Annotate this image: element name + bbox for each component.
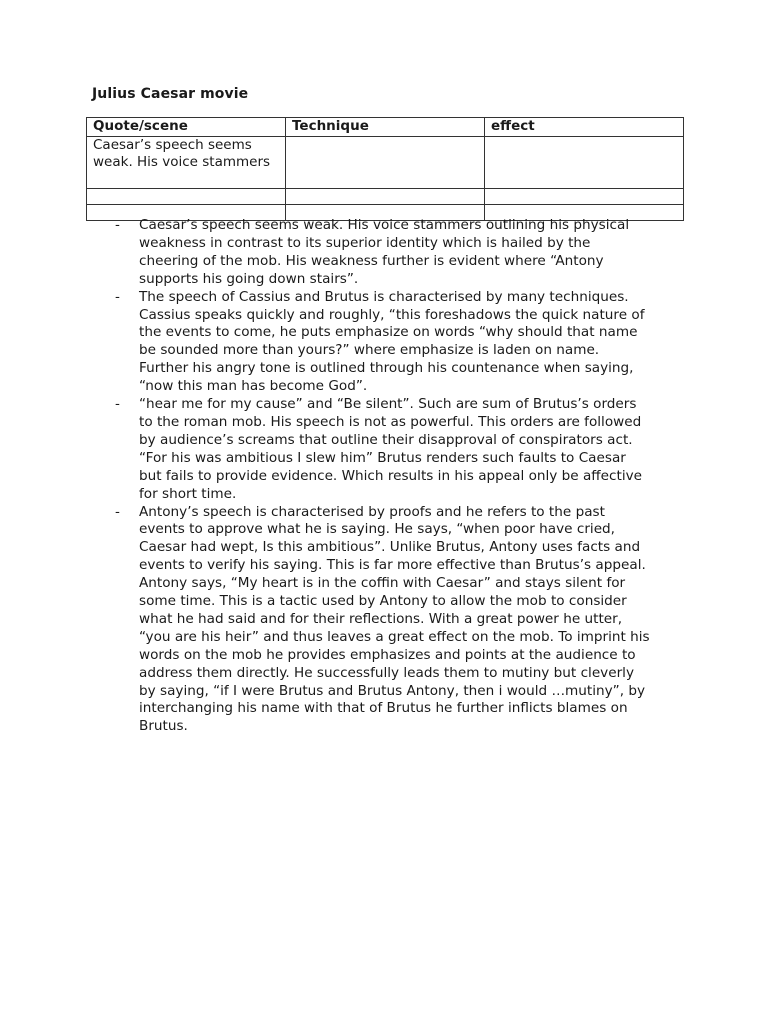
column-header-effect: effect — [485, 118, 684, 137]
table-cell — [485, 136, 684, 188]
list-item-text: Antony’s speech is characterised by proofs and he refers to the past events to approve what he is saying. He says, “when poor have cried, Caesar had wept, Is this ambitious”. Unlike Brutus, Antony uses facts and events to verify his saying. This is far more effective than Brutus’s appeal. Antony says, “My heart is in the coffin with Caesar” and stays silent for some time. This is a tactic used by Antony to allow the mob to consider what he had said and for their reflections. With a great power he utter, “you are his heir” and thus leaves a great effect on the mob. To imprint his words on the mob he provides emphasizes and points at the audience to address them directly. He successfully leads them to mutiny but cleverly by saying, “if I were Brutus and Brutus Antony, then i would …mutiny”, by interchanging his name with that of Brutus he further inflicts blames on Brutus. — [139, 503, 650, 735]
column-header-quote-scene: Quote/scene — [87, 118, 286, 137]
list-item — [115, 396, 679, 503]
analysis-list — [115, 217, 679, 736]
table-row — [87, 188, 684, 204]
list-item — [115, 217, 679, 289]
table-cell — [485, 188, 684, 204]
list-item-text: The speech of Cassius and Brutus is characterised by many techniques. Cassius speaks quickly and roughly, “this foreshadows the quick nature of the events to come, he puts emphasize on words “why should that name be sounded more than yours?” where emphasize is laden on name. Further his angry tone is outlined through his countenance when saying, “now this man has become God”. — [139, 288, 645, 395]
list-bullet: - — [115, 288, 120, 305]
list-item-text: “hear me for my cause” and “Be silent”. Such are sum of Brutus’s orders to the roman mob. His speech is not as powerful. This orders are followed by audience’s screams that outline their disapproval of conspirators act. “For his was ambitious I slew him” Brutus renders such faults to Caesar but fails to provide evidence. Which results in his appeal only be affective for short time. — [139, 396, 643, 502]
table-cell — [286, 188, 485, 204]
table-cell — [286, 136, 485, 188]
table-cell: Caesar’s speech seems weak. His voice stammers — [87, 136, 286, 188]
table-row — [87, 136, 684, 188]
page-title: Julius Caesar movie — [92, 86, 249, 102]
list-item-text: Caesar’s speech seems weak. His voice stammers outlining his physical weakness in contrast to its superior identity which is hailed by the cheering of the mob. His weakness further is evident where “Antony supports his going down stairs”. — [139, 217, 630, 287]
list-bullet: - — [115, 503, 120, 520]
column-header-technique: Technique — [286, 118, 485, 137]
list-bullet: - — [115, 396, 120, 413]
list-item — [115, 503, 679, 737]
list-bullet: - — [115, 217, 120, 233]
list-item — [115, 288, 679, 396]
analysis-table — [86, 117, 684, 221]
table-header-row — [87, 118, 684, 137]
table-cell — [87, 188, 286, 204]
